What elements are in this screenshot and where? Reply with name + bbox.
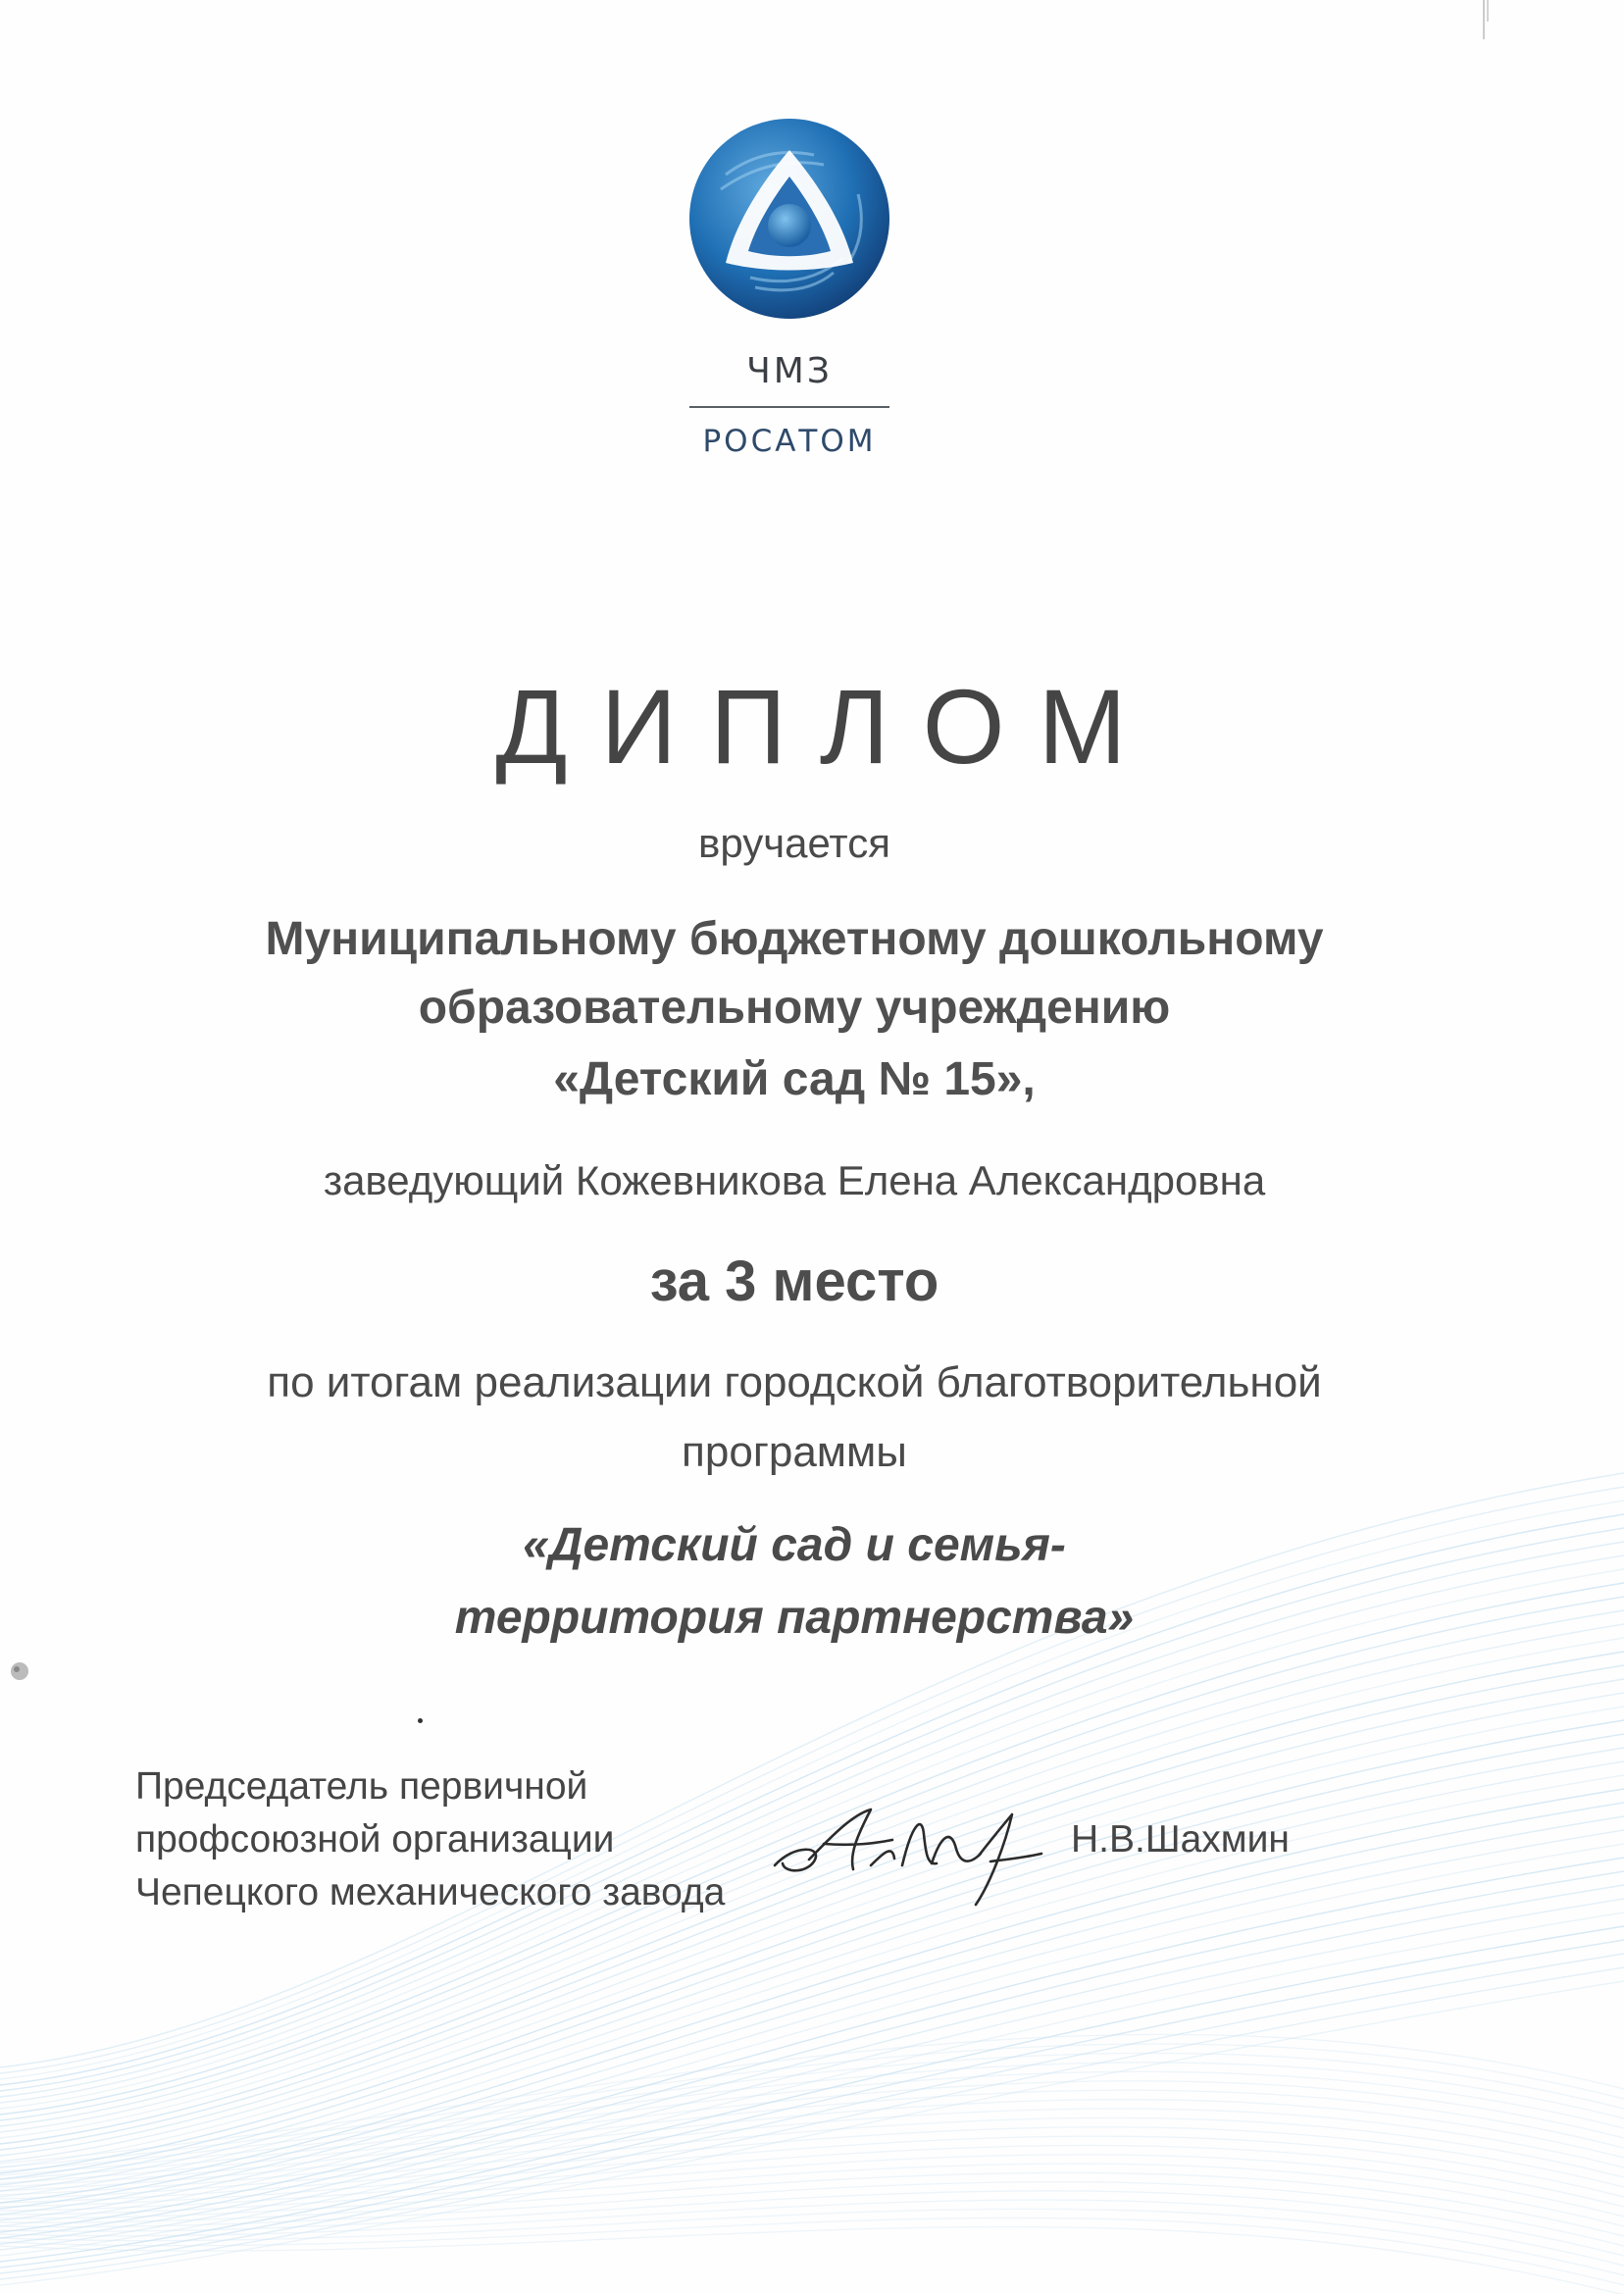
wave-line xyxy=(0,1912,1624,2256)
scan-dot xyxy=(418,1718,423,1723)
wave-line xyxy=(0,2117,1624,2199)
wave-line xyxy=(0,2053,1624,2171)
scan-speck xyxy=(6,1657,33,1685)
signatory-title-line: Председатель первичной xyxy=(135,1765,588,1808)
wave-line xyxy=(0,1693,1624,2162)
reason-line: по итогам реализации городской благотворительной xyxy=(267,1358,1322,1406)
wave-line xyxy=(0,2127,1624,2203)
handwritten-signature xyxy=(755,1775,1059,1912)
wave-line xyxy=(0,1871,1624,2238)
recipient-line: образовательному учреждению xyxy=(418,982,1171,1034)
wave-line xyxy=(0,1899,1624,2250)
wave-line xyxy=(0,1967,1624,2279)
wave-line xyxy=(0,1940,1624,2268)
recipient-line: Муниципальному бюджетному дошкольному xyxy=(265,913,1324,965)
wave-line xyxy=(0,2191,1624,2256)
logo-divider xyxy=(689,406,889,408)
wave-line xyxy=(0,2218,1624,2285)
program-title-line: территория партнерства» xyxy=(454,1592,1135,1644)
rosatom-logo-icon xyxy=(686,116,892,322)
wave-line xyxy=(0,2044,1624,2167)
wave-line xyxy=(0,2063,1624,2175)
wave-line xyxy=(0,2136,1624,2207)
wave-line xyxy=(0,2155,1624,2217)
signatory-title-line: профсоюзной организации xyxy=(135,1818,615,1861)
wave-line xyxy=(0,1954,1624,2273)
wave-line xyxy=(0,2100,1624,2191)
wave-line xyxy=(0,2182,1624,2246)
wave-line xyxy=(0,2164,1624,2226)
wave-line xyxy=(0,1679,1624,2156)
wave-line xyxy=(0,2172,1624,2236)
wave-line xyxy=(0,2209,1624,2275)
wave-line xyxy=(0,2145,1624,2211)
signatory-title-line: Чепецкого механического завода xyxy=(135,1871,726,1913)
wave-line xyxy=(0,2071,1624,2179)
wave-line xyxy=(0,2227,1624,2294)
organization-name: РОСАТОМ xyxy=(702,424,877,459)
recipient-line: «Детский сад № 15», xyxy=(553,1053,1036,1105)
wave-line xyxy=(0,1926,1624,2262)
wave-line xyxy=(0,2090,1624,2187)
company-name: ЧМЗ xyxy=(746,351,833,391)
scan-edge-mark xyxy=(1481,0,1491,39)
head-name: заведующий Кожевникова Елена Александровна xyxy=(323,1157,1266,1203)
wave-line xyxy=(0,2081,1624,2183)
wave-line xyxy=(0,2034,1624,2164)
signer-name: Н.В.Шахмин xyxy=(1071,1818,1290,1861)
award-place: за 3 место xyxy=(649,1249,939,1313)
wave-line xyxy=(0,2109,1624,2195)
awarded-text: вручается xyxy=(698,820,890,866)
wave-line xyxy=(0,1885,1624,2244)
wave-line xyxy=(0,2200,1624,2266)
reason-line: программы xyxy=(682,1428,907,1476)
wave-line xyxy=(0,1981,1624,2285)
program-title-line: «Детский сад и семья- xyxy=(523,1519,1066,1571)
diploma-title: ДИПЛОМ xyxy=(495,667,1160,786)
